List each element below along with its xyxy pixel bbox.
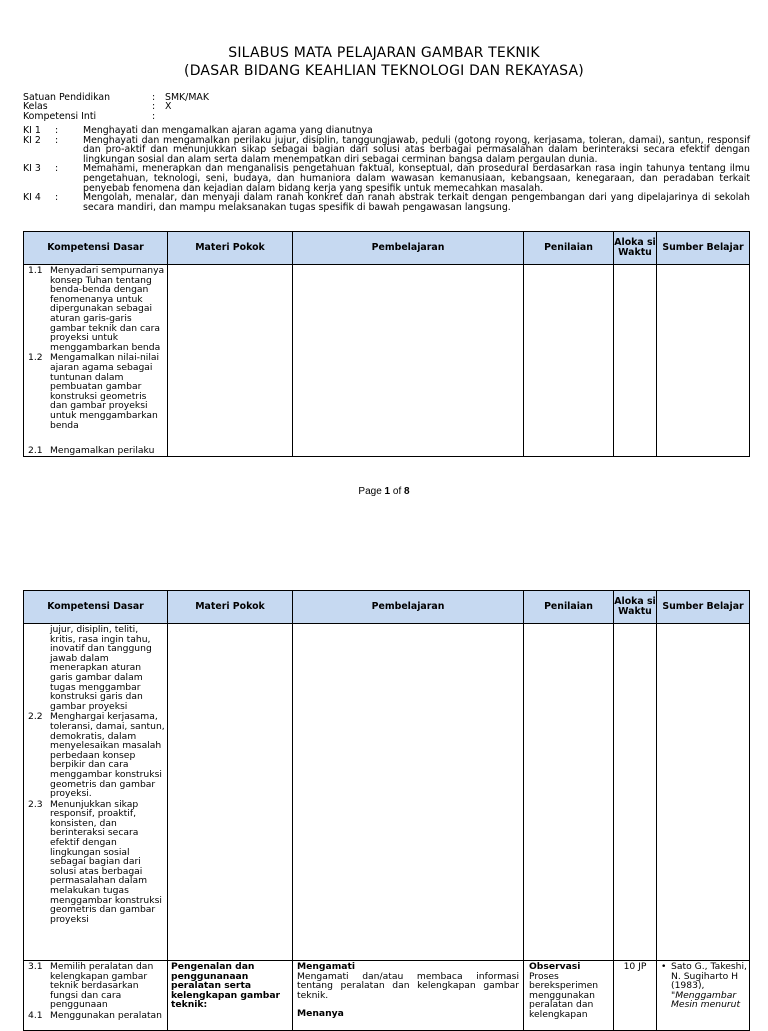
materi-cell <box>168 265 293 457</box>
ki-text: Menghayati dan mengamalkan perilaku jujur, disiplin, tanggungjawab, peduli (gotong royong, kerjasama, toleran, damai), santun, responsif dan pro-aktif dan menunjukkan sikap sebagai bagian dari solusi atas berbagai permasalahan dalam berinteraksi secara efektif dengan lingkungan sosial dan alam serta dalam menempatkan diri sebagai cerminan bangsa dalam pergaulan dunia. <box>83 134 750 165</box>
info-label: Satuan Pendidikan <box>23 92 111 103</box>
kd-text: Mengamalkan nilai-nilai ajaran agama sebagai tuntunan dalam pembuatan gambar konstruksi geometris dan gambar proyeksi untuk menggambarkan benda <box>50 352 160 431</box>
header-pembelajaran: Pembelajaran <box>293 232 524 265</box>
header-materi-pokok: Materi Pokok <box>168 232 293 265</box>
core-competency-item <box>23 164 750 193</box>
page-gap <box>0 500 768 588</box>
ki-code: KI 1 <box>23 125 41 136</box>
syllabus-table-continued <box>23 590 750 1031</box>
info-row <box>23 93 753 102</box>
pembelajaran-content <box>293 961 523 1020</box>
header-sumber-belajar: Sumber Belajar <box>657 232 750 265</box>
table-row <box>24 624 750 961</box>
ki-text: Mengolah, menalar, dan menyaji dalam ranah konkret dan ranah abstrak terkait dengan pengembangan dari yang dipelajarinya di sekolah secara mandiri, dan mampu melaksanakan tugas spesifik di bawah pengawasan langsung. <box>83 192 750 213</box>
kd-item <box>24 961 167 1010</box>
kd-text: Memilih peralatan dan kelengkapan gambar teknik berdasarkan fungsi dan cara penggunaan <box>50 961 154 1011</box>
header-materi-pokok: Materi Pokok <box>168 591 293 624</box>
kd-item <box>24 352 167 430</box>
kd-item <box>24 711 167 798</box>
penilaian-cell <box>524 265 614 457</box>
header-penilaian: Penilaian <box>524 591 614 624</box>
kd-number: 1.2 <box>28 352 43 364</box>
ki-colon: : <box>55 163 59 175</box>
sumber-title: "Menggambar Mesin menurut <box>671 989 741 1011</box>
header-pembelajaran: Pembelajaran <box>293 591 524 624</box>
kd-cell <box>24 624 168 961</box>
table-row <box>24 265 750 457</box>
ki-colon: : <box>55 134 59 146</box>
info-label: Kelas <box>23 101 48 113</box>
info-label: Kompetensi Inti <box>23 110 97 122</box>
penilaian-cell <box>524 961 614 1031</box>
document-title: SILABUS MATA PELAJARAN GAMBAR TEKNIK <box>228 45 540 61</box>
info-row <box>23 102 753 111</box>
info-colon: : <box>152 101 156 113</box>
ki-colon: : <box>55 125 59 136</box>
info-value: X <box>165 101 172 113</box>
pembelajaran-cell <box>293 265 524 457</box>
ki-text: Memahami, menerapkan dan menganalisis pengetahuan faktual, konseptual, dan prosedural berdasarkan rasa ingin tahunya tentang ilmu pengetahuan, teknologi, seni, budaya, dan humaniora dalam wawasan kemanusiaan, kebangsaan, kenegaraan, dan peradaban terkait penyebab fenomena dan kejadian dalam bidang kerja yang spesifik untuk memecahkan masalah. <box>83 163 750 194</box>
kd-number: 4.1 <box>28 1009 43 1021</box>
core-competency-item <box>23 193 750 212</box>
table-header-row <box>24 591 750 624</box>
kd-text: Menggunakan peralatan <box>50 1009 163 1021</box>
header-alokasi-waktu: Aloka si Waktu <box>614 591 657 624</box>
document-page-1 <box>0 0 768 500</box>
alokasi-cell <box>614 624 657 961</box>
identity-block <box>23 93 753 121</box>
sumber-text: Sato G., Takeshi, N. Sugiharto H (1983), <box>671 961 747 992</box>
info-colon: : <box>152 110 156 122</box>
kd-number: 3.1 <box>28 961 43 972</box>
info-value: SMK/MAK <box>165 92 209 103</box>
header-kompetensi-dasar: Kompetensi Dasar <box>24 591 168 624</box>
materi-cell <box>168 624 293 961</box>
table-header-row <box>24 232 750 265</box>
ki-code: KI 4 <box>23 192 41 204</box>
kd-item <box>24 445 167 456</box>
core-competency-list <box>23 126 750 212</box>
syllabus-table <box>23 231 750 457</box>
page-number <box>0 486 768 497</box>
materi-text: Pengenalan dan penggunanaan peralatan serta kelengkapan gambar teknik: <box>171 961 281 1011</box>
pembelajaran-cell <box>293 624 524 961</box>
kd-number: 2.3 <box>28 798 43 810</box>
pembelajaran-heading: Mengamati <box>297 961 356 972</box>
penilaian-cell <box>524 624 614 961</box>
kd-cell <box>24 265 168 457</box>
header-sumber-belajar: Sumber Belajar <box>657 591 750 624</box>
bullet-icon: • <box>661 961 667 972</box>
pembelajaran-heading: Menanya <box>297 1008 344 1020</box>
kd-item <box>24 1010 167 1021</box>
page-prefix: Page <box>358 486 385 497</box>
kd-continuation: jujur, disiplin, teliti, kritis, rasa ingin tahu, inovatif dan tanggung jawab dalam menerapkan aturan garis gambar dalam tugas menggambar konstruksi garis dan gambar proyeksi <box>50 624 152 712</box>
header-alokasi-waktu: Aloka si Waktu <box>614 232 657 265</box>
alokasi-value: 10 JP <box>623 961 647 972</box>
page-current: 1 <box>384 486 391 497</box>
sumber-cell <box>657 624 750 961</box>
pembelajaran-cell <box>293 961 524 1031</box>
kd-cell <box>24 961 168 1031</box>
penilaian-content <box>524 961 613 1021</box>
table-row <box>24 961 750 1031</box>
page-total: 8 <box>404 486 410 497</box>
materi-cell <box>168 961 293 1031</box>
header-penilaian: Penilaian <box>524 232 614 265</box>
kd-item <box>24 265 167 352</box>
sumber-cell <box>657 265 750 457</box>
sumber-item <box>657 961 749 1011</box>
kd-number: 2.1 <box>28 445 43 457</box>
ki-text: Menghayati dan mengamalkan ajaran agama yang dianutnya <box>83 125 373 136</box>
penilaian-text: Proses bereksperimen menggunakan peralatan dan kelengkapan <box>529 970 599 1020</box>
kd-text: Mengamalkan perilaku <box>50 445 155 457</box>
info-row <box>23 112 753 121</box>
document-subtitle: (DASAR BIDANG KEAHLIAN TEKNOLOGI DAN REKAYASA) <box>184 63 584 79</box>
ki-colon: : <box>55 192 59 204</box>
kd-number: 2.2 <box>28 711 43 723</box>
alokasi-cell <box>614 961 657 1031</box>
core-competency-item <box>23 136 750 165</box>
penilaian-heading: Observasi <box>529 961 581 972</box>
alokasi-cell <box>614 265 657 457</box>
kd-text: Menyadari sempurnanya konsep Tuhan tentang benda-benda dengan fenomenanya untuk dipergunakan sebagai aturan garis-garis gambar teknik dan cara proyeksi untuk menggambarkan benda <box>50 265 165 353</box>
ki-code: KI 2 <box>23 134 41 146</box>
ki-code: KI 3 <box>23 163 41 175</box>
pembelajaran-text: Mengamati dan/atau membaca informasi tentang peralatan dan kelengkapan gambar teknik. <box>297 970 519 1001</box>
page-middle: of <box>390 486 405 497</box>
kd-text: Menghargai kerjasama, toleransi, damai, santun, demokratis, dalam menyelesaikan masalah perbedaan konsep berpikir dan cara menggambar konstruksi geometris dan gambar proyeksi. <box>50 711 165 800</box>
sumber-cell <box>657 961 750 1031</box>
kd-number: 1.1 <box>28 265 43 276</box>
kd-item <box>24 799 167 925</box>
header-kompetensi-dasar: Kompetensi Dasar <box>24 232 168 265</box>
info-colon: : <box>152 92 156 103</box>
kd-text: Menunjukkan sikap responsif, proaktif, konsisten, dan berinteraksi secara efektif dengan lingkungan sosial sebagai bagian dari solusi atas berbagai permasalahan dalam melakukan tugas menggambar konstruksi geometris dan gambar proyeksi <box>50 798 162 925</box>
